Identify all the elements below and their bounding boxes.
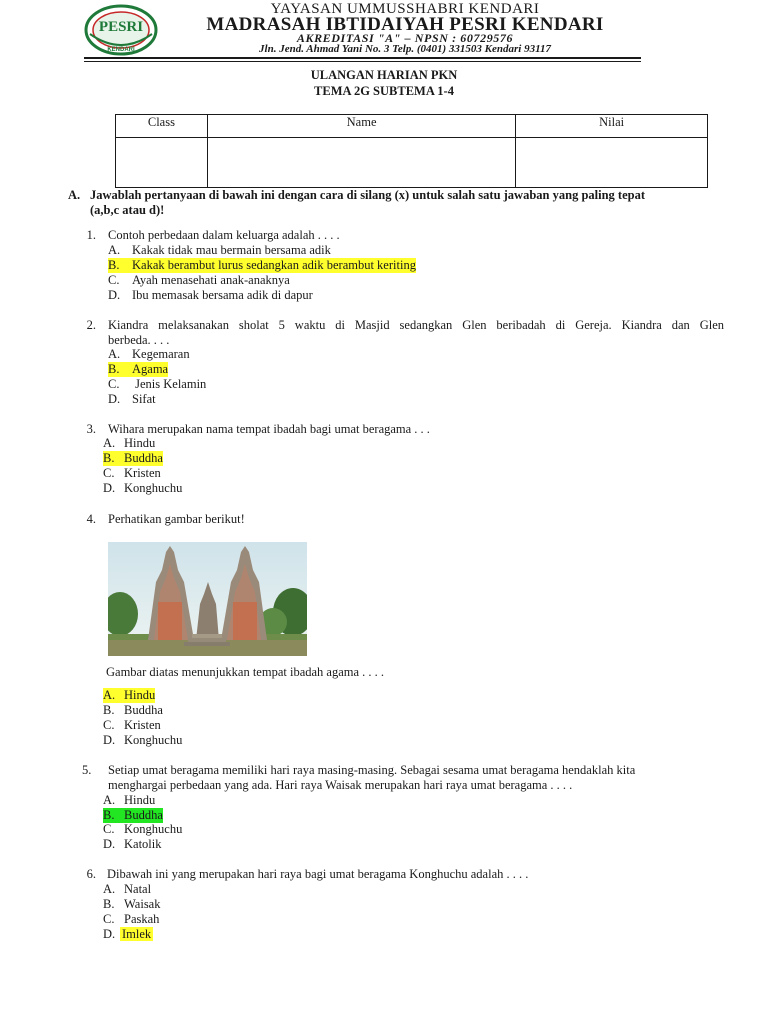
option-a[interactable]: A. Hindu [103,436,156,450]
question-number: 5. [82,763,92,777]
option-b-answer[interactable]: B. Buddha [103,451,163,465]
question-text: Perhatikan gambar berikut! [108,512,245,526]
score-header: Nilai [516,115,708,138]
option-b-answer[interactable]: B. Kakak berambut lurus sedangkan adik berambut keriting [108,258,416,272]
option-b-answer[interactable]: B. Buddha [103,808,163,822]
option-c[interactable]: C. Kristen [103,718,161,732]
logo-text: PESRI [98,19,144,35]
image-caption: Gambar diatas menunjukkan tempat ibadah agama . . . . [106,665,385,679]
exam-title: ULANGAN HARIAN PKN [310,68,458,82]
letterhead-rule [84,57,641,59]
option-b-answer[interactable]: B. Agama [108,362,169,376]
option-c[interactable]: C. Jenis Kelamin [108,377,207,391]
letterhead-rule-thin [84,61,641,62]
question-number: 4. [86,512,96,526]
option-a[interactable]: A. Kakak tidak mau bermain bersama adik [108,243,331,257]
question-text: Dibawah ini yang merupakan hari raya bagi umat beragama Konghuchu adalah . . . . [107,867,529,881]
name-cell[interactable] [207,138,515,188]
logo-subtext: KENDARI [107,47,135,53]
foundation-name: YAYASAN UMMUSSHABRI KENDARI [270,1,540,17]
option-c[interactable]: C. Ayah menasehati anak-anaknya [108,273,290,287]
option-b[interactable]: B. Buddha [103,703,163,717]
option-a[interactable]: A. Kegemaran [108,347,190,361]
option-d[interactable]: D. Konghuchu [103,733,183,747]
school-name: MADRASAH IBTIDAIYAH PESRI KENDARI [206,14,604,35]
question-number: 2. [86,318,96,332]
option-c[interactable]: C. Konghuchu [103,822,183,836]
student-info-table [115,114,708,188]
section-instruction: Jawablah pertanyaan di bawah ini dengan cara di silang (x) untuk salah satu jawaban yang paling tepat [90,188,645,202]
option-d[interactable]: D. Ibu memasak bersama adik di dapur [108,288,313,302]
score-cell[interactable] [516,138,708,188]
school-logo [84,4,158,56]
option-d[interactable]: D. Katolik [103,837,162,851]
question-number: 1. [86,228,96,242]
option-a[interactable]: A. Natal [103,882,152,896]
question-text: Setiap umat beragama memiliki hari raya masing-masing. Sebagai sesama umat beragama hendaklah kita [108,763,636,777]
exam-subtitle: TEMA 2G SUBTEMA 1-4 [314,84,454,98]
class-cell[interactable] [116,138,208,188]
question-text-cont: menghargai perbedaan yang ada. Hari raya Waisak merupakan hari raya umat beragama . . . . [108,778,573,792]
class-header: Class [116,115,208,138]
question-number: 3. [86,422,96,436]
section-letter: A. [68,188,81,202]
section-instruction-cont: (a,b,c atau d)! [90,203,165,217]
option-d-answer[interactable]: D. Imlek [103,927,152,941]
option-a[interactable]: A. Hindu [103,793,156,807]
accreditation: AKREDITASI "A" – NPSN : 60729576 [296,31,514,45]
question-text-cont: berbeda. . . . [108,333,170,347]
option-d[interactable]: D. Konghuchu [103,481,183,495]
school-address: Jln. Jend. Ahmad Yani No. 3 Telp. (0401) 331503 Kendari 93117 [259,43,551,55]
question-text: Contoh perbedaan dalam keluarga adalah . . . . [108,228,340,242]
question-text: Kiandra melaksanakan sholat 5 waktu di Masjid sedangkan Glen beribadah di Gereja. Kiandra dan Glen [108,318,724,332]
name-header: Name [207,115,515,138]
option-a-answer[interactable]: A. Hindu [103,688,156,702]
option-c[interactable]: C. Paskah [103,912,160,926]
question-text: Wihara merupakan nama tempat ibadah bagi umat beragama . . . [108,422,430,436]
question-number: 6. [86,867,96,881]
option-c[interactable]: C. Kristen [103,466,161,480]
temple-gate-photo [108,542,307,656]
option-d[interactable]: D. Sifat [108,392,156,406]
option-b[interactable]: B. Waisak [103,897,161,911]
